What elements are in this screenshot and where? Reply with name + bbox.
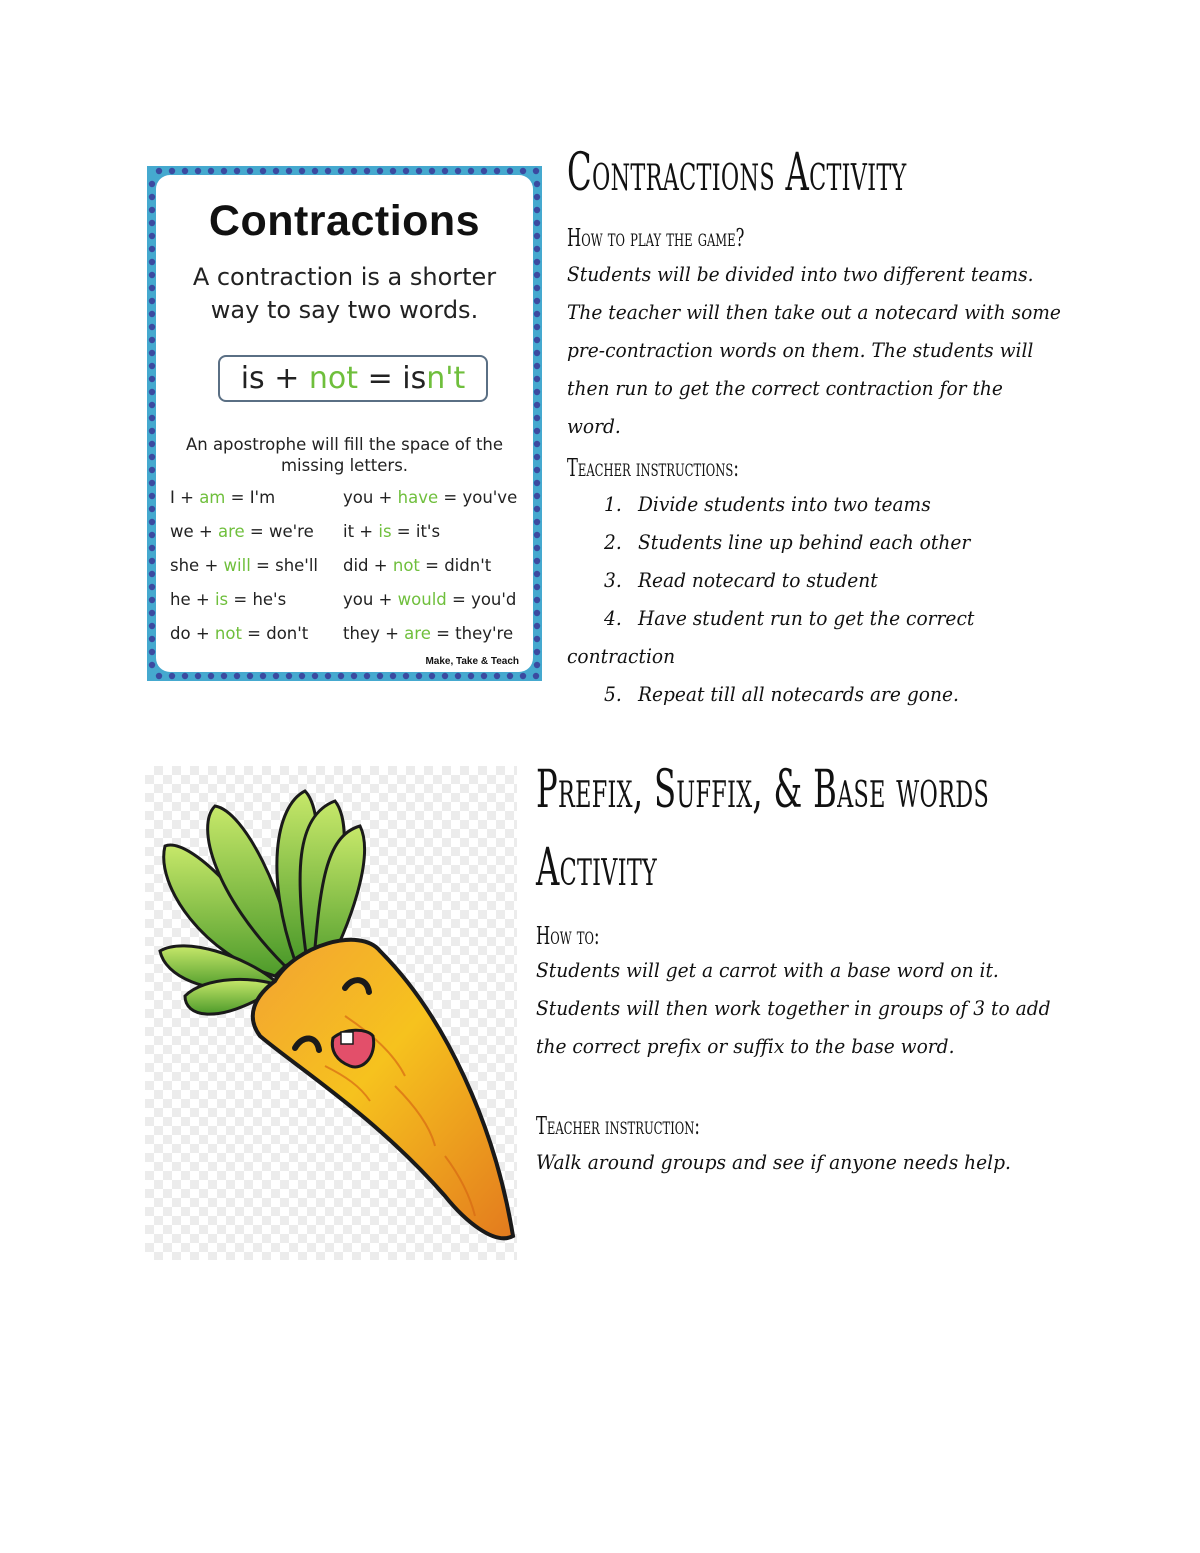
border-dot [534,259,540,265]
border-dot [169,168,175,174]
border-dot [534,623,540,629]
border-dot [534,467,540,473]
poster-example-row [170,624,308,643]
border-dot [325,168,331,174]
border-dot [156,168,162,174]
contractions-body-line: word. [567,414,621,438]
border-dot [507,168,513,174]
poster-example-part: = she'll [250,556,319,575]
border-dot [390,168,396,174]
step-number: 2. [604,530,622,554]
border-dot [377,673,383,679]
poster-credit: Make, Take & Teach [425,656,519,667]
carrot-image [145,766,517,1260]
border-dot [429,673,435,679]
border-dot [299,168,305,174]
border-dot [534,519,540,525]
border-dot [286,168,292,174]
border-dot [260,673,266,679]
border-dot [195,673,201,679]
border-dot [455,168,461,174]
border-dot [416,673,422,679]
border-dot [149,545,155,551]
border-dot [534,389,540,395]
border-dot [149,597,155,603]
poster-definition [166,261,523,327]
border-dot [234,673,240,679]
prefix-title-line2: Activity [536,838,658,898]
border-dot [534,350,540,356]
border-dot [494,673,500,679]
border-dot [534,532,540,538]
border-dot [429,168,435,174]
poster-example-row [170,590,286,609]
poster-example-part: would [397,590,447,609]
border-dot [534,597,540,603]
border-dot [149,493,155,499]
border-dot [534,480,540,486]
prefix-body-line: Students will get a carrot with a base word on it. [536,958,999,982]
border-dot [247,673,253,679]
step-number: 3. [604,568,622,592]
poster-example-part: are [217,522,245,541]
step-text: Students line up behind each other [638,530,971,554]
box-part2: not [308,361,359,396]
border-dot [534,194,540,200]
border-dot [468,673,474,679]
poster-example-row [343,590,516,609]
poster-definition-line2: way to say two words. [210,296,479,324]
border-dot [149,259,155,265]
border-dot [534,545,540,551]
border-dot [390,673,396,679]
border-dot [149,623,155,629]
poster-example-part: you + [343,590,398,609]
poster-example-part: = you'd [446,590,517,609]
border-dot [534,584,540,590]
poster-example-part: will [223,556,251,575]
border-dot [149,181,155,187]
poster-apostrophe-note [166,434,523,476]
poster-example-row [343,488,517,507]
border-dot [149,649,155,655]
border-dot [534,363,540,369]
border-dot [195,168,201,174]
prefix-instructions-body: Walk around groups and see if anyone needs help. [536,1150,1011,1174]
border-dot [534,649,540,655]
border-dot [234,168,240,174]
apostrophe-line1: An apostrophe will fill the space of the [185,435,504,454]
border-dot [481,673,487,679]
border-dot [149,584,155,590]
border-dot [156,673,162,679]
border-dot [149,558,155,564]
poster-example-part: = don't [241,624,309,643]
contractions-body-line: The teacher will then take out a notecard with some [567,300,1061,324]
border-dot [299,673,305,679]
border-dot [312,168,318,174]
border-dot [534,220,540,226]
border-dot [312,673,318,679]
border-dot [149,363,155,369]
contractions-body-line: then run to get the correct contraction for the [567,376,1003,400]
border-dot [149,519,155,525]
border-dot [442,673,448,679]
border-dot [149,233,155,239]
border-dot [534,376,540,382]
prefix-subheading: How to: [536,922,600,950]
poster-example-part: = I'm [225,488,276,507]
border-dot [533,168,539,174]
border-dot [286,673,292,679]
step-text-continued: contraction [567,644,676,668]
border-dot [534,337,540,343]
poster-inner [156,175,533,672]
prefix-title-line1: Prefix, Suffix, & Base words [536,760,990,820]
step-text: Read notecard to student [638,568,878,592]
poster-example-part: = didn't [419,556,492,575]
poster-example-row [343,522,440,541]
poster-definition-line1: A contraction is a shorter [192,263,497,291]
border-dot [149,389,155,395]
border-dot [534,285,540,291]
border-dot [338,673,344,679]
border-dot [221,673,227,679]
border-dot [149,480,155,486]
poster-example-part: it + [343,522,379,541]
border-dot [260,168,266,174]
border-dot [351,168,357,174]
step-text: Repeat till all notecards are gone. [638,682,959,706]
border-dot [149,402,155,408]
border-dot [534,415,540,421]
border-dot [338,168,344,174]
poster-example-part: is [214,590,229,609]
poster-example-part: = they're [430,624,514,643]
border-dot [273,673,279,679]
border-dot [534,233,540,239]
border-dot [507,673,513,679]
poster-example-part: did + [343,556,393,575]
poster-example-part: are [404,624,431,643]
border-dot [534,402,540,408]
poster-title: Contractions [208,197,481,245]
poster-example-part: you + [343,488,398,507]
poster-example-part: do + [170,624,215,643]
border-dot [534,311,540,317]
poster-example-part: am [199,488,226,507]
border-dot [481,168,487,174]
step-number: 1. [604,492,622,516]
border-dot [351,673,357,679]
border-dot [534,272,540,278]
poster-example-part: is [378,522,392,541]
contractions-body-line: Students will be divided into two different teams. [567,262,1034,286]
border-dot [534,610,540,616]
poster-example-box [218,355,488,402]
border-dot [520,168,526,174]
border-dot [149,506,155,512]
border-dot [520,673,526,679]
border-dot [533,673,539,679]
border-dot [534,454,540,460]
border-dot [149,441,155,447]
poster-example-part: he + [170,590,215,609]
poster-example-row [343,624,513,643]
box-part3: = is [358,361,427,396]
border-dot [534,428,540,434]
contractions-body-line: pre-contraction words on them. The students will [567,338,1034,362]
border-dot [442,168,448,174]
poster-example-row [170,522,314,541]
box-part1: is + [240,361,309,396]
border-dot [534,298,540,304]
poster-example-part: have [397,488,439,507]
border-dot [149,311,155,317]
carrot-icon [145,766,517,1260]
poster-example-part: = it's [391,522,441,541]
border-dot [149,662,155,668]
border-dot [534,636,540,642]
apostrophe-line2: missing letters. [280,456,409,475]
border-dot [364,168,370,174]
border-dot [534,662,540,668]
border-dot [403,673,409,679]
poster-example-row [170,556,318,575]
border-dot [149,467,155,473]
border-dot [534,324,540,330]
border-dot [149,246,155,252]
contractions-subheading: How to play the game? [567,224,745,252]
border-dot [149,285,155,291]
poster-example-part: = we're [244,522,314,541]
border-dot [149,454,155,460]
contractions-title: Contractions Activity [567,143,907,203]
border-dot [149,415,155,421]
border-dot [169,673,175,679]
border-dot [455,673,461,679]
border-dot [149,532,155,538]
contractions-poster [147,166,542,681]
poster-example-row [343,556,491,575]
prefix-body-line: Students will then work together in groups of 3 to add [536,996,1051,1020]
poster-example-part: she + [170,556,224,575]
border-dot [149,376,155,382]
border-dot [149,428,155,434]
border-dot [149,610,155,616]
step-number: 4. [604,606,622,630]
poster-example-part: I + [170,488,200,507]
border-dot [149,207,155,213]
border-dot [403,168,409,174]
border-dot [534,493,540,499]
border-dot [182,168,188,174]
border-dot [149,350,155,356]
prefix-body-line: the correct prefix or suffix to the base word. [536,1034,955,1058]
border-dot [208,168,214,174]
border-dot [534,207,540,213]
box-part4: n't [426,361,466,396]
border-dot [534,246,540,252]
border-dot [494,168,500,174]
border-dot [273,168,279,174]
border-dot [534,571,540,577]
poster-example-part: they + [343,624,405,643]
border-dot [221,168,227,174]
border-dot [149,298,155,304]
contractions-instructions-heading: Teacher instructions: [567,454,739,482]
border-dot [149,194,155,200]
border-dot [534,181,540,187]
border-dot [377,168,383,174]
border-dot [364,673,370,679]
border-dot [149,220,155,226]
poster-example-part: = you've [438,488,518,507]
poster-example-part: not [392,556,420,575]
border-dot [534,441,540,447]
border-dot [149,272,155,278]
border-dot [468,168,474,174]
poster-example-part: not [214,624,242,643]
border-dot [534,506,540,512]
step-number: 5. [604,682,622,706]
poster-example-part: = he's [228,590,287,609]
border-dot [149,636,155,642]
border-dot [416,168,422,174]
border-dot [149,324,155,330]
border-dot [182,673,188,679]
border-dot [534,558,540,564]
step-text: Divide students into two teams [638,492,931,516]
poster-example-row [170,488,275,507]
border-dot [149,337,155,343]
step-text: Have student run to get the correct [638,606,975,630]
poster-example-part: we + [170,522,218,541]
border-dot [208,673,214,679]
prefix-instructions-heading: Teacher instruction: [536,1112,700,1140]
border-dot [325,673,331,679]
border-dot [149,571,155,577]
border-dot [247,168,253,174]
